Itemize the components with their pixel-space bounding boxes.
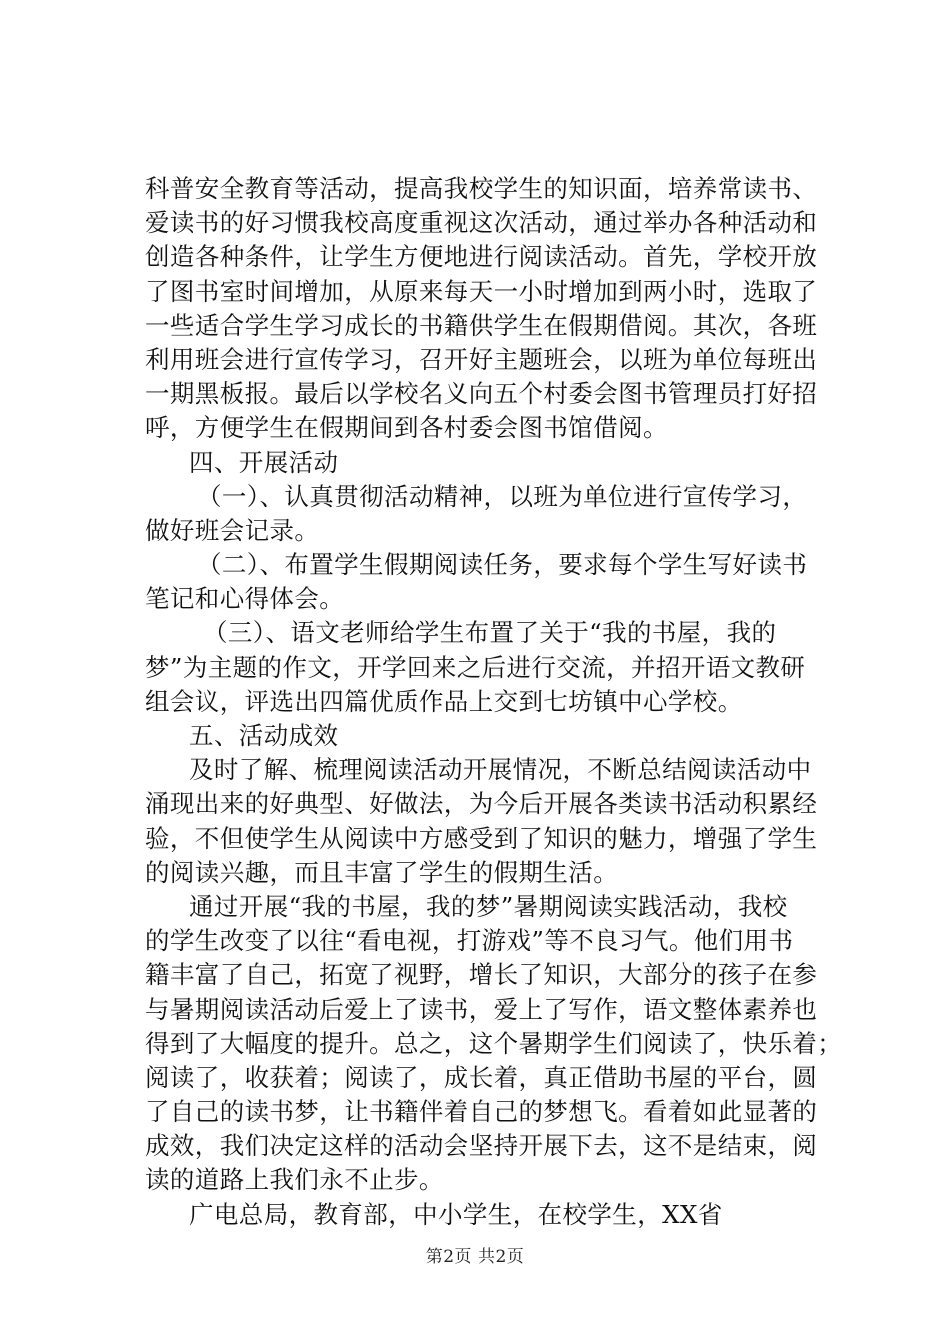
text-line: 读的道路上我们永不止步。	[145, 1165, 444, 1195]
text-line: 一些适合学生学习成长的书籍供学生在假期借阅。其次，各班	[145, 310, 818, 340]
text-line: （二）、布置学生假期阅读任务，要求每个学生写好读书	[197, 550, 808, 580]
text-line: 涌现出来的好典型、好做法，为今后开展各类读书活动积累经	[145, 789, 818, 819]
text-line: 成效，我们决定这样的活动会坚持开展下去，这不是结束，阅	[145, 1131, 818, 1161]
text-line: 通过开展“我的书屋，我的梦”暑期阅读实践活动，我校	[189, 891, 788, 921]
text-line: 五、活动成效	[189, 721, 339, 750]
text-line: 做好班会记录。	[145, 515, 320, 545]
text-line: 组会议，评选出四篇优质作品上交到七坊镇中心学校。	[145, 686, 743, 716]
text-line: 一期黑板报。最后以学校名义向五个村委会图书管理员打好招	[145, 379, 818, 409]
text-line: 爱读书的好习惯我校高度重视这次活动，通过举办各种活动和	[145, 208, 818, 238]
text-line: 了图书室时间增加，从原来每天一小时增加到两小时，选取了	[145, 276, 818, 306]
text-line: 及时了解、梳理阅读活动开展情况，不断总结阅读活动中	[189, 755, 812, 785]
text-line: 的阅读兴趣，而且丰富了学生的假期生活。	[145, 857, 619, 887]
document-body	[145, 172, 843, 1232]
text-line: 梦”为主题的作文，开学回来之后进行交流，并招开语文教研	[145, 652, 806, 682]
text-line: （一）、认真贯彻活动精神，以班为单位进行宣传学习，	[197, 481, 808, 511]
text-line: 得到了大幅度的提升。总之，这个暑期学生们阅读了，快乐着；	[145, 1028, 843, 1058]
text-line: 了自己的读书梦，让书籍伴着自己的梦想飞。看着如此显著的	[145, 1097, 818, 1127]
text-line: 广电总局，教育部，中小学生，在校学生，XX省	[189, 1199, 723, 1229]
text-line: 创造各种条件，让学生方便地进行阅读活动。首先，学校开放	[145, 242, 818, 272]
text-line: 阅读了，收获着；阅读了，成长着，真正借助书屋的平台，圆	[145, 1062, 818, 1092]
text-line: 呼，方便学生在假期间到各村委会图书馆借阅。	[145, 413, 668, 443]
text-line: 利用班会进行宣传学习，召开好主题班会，以班为单位每班出	[145, 344, 818, 374]
text-line: 验，不但使学生从阅读中方感受到了知识的魅力，增强了学生	[145, 823, 818, 853]
text-line: 的学生改变了以往“看电视，打游戏”等不良习气。他们用书	[145, 926, 794, 956]
text-line: 笔记和心得体会。	[145, 584, 345, 614]
page-number-footer: 第2页 共2页	[425, 1247, 525, 1267]
text-line: 籍丰富了自己，拓宽了视野，增长了知识，大部分的孩子在参	[145, 960, 818, 990]
text-line: 科普安全教育等活动，提高我校学生的知识面，培养常读书、	[145, 174, 818, 203]
text-line: 四、开展活动	[189, 447, 339, 477]
text-line: （三）、语文老师给学生布置了关于“我的书屋，我的	[203, 618, 777, 648]
text-line: 与暑期阅读活动后爱上了读书，爱上了写作，语文整体素养也	[145, 994, 818, 1024]
